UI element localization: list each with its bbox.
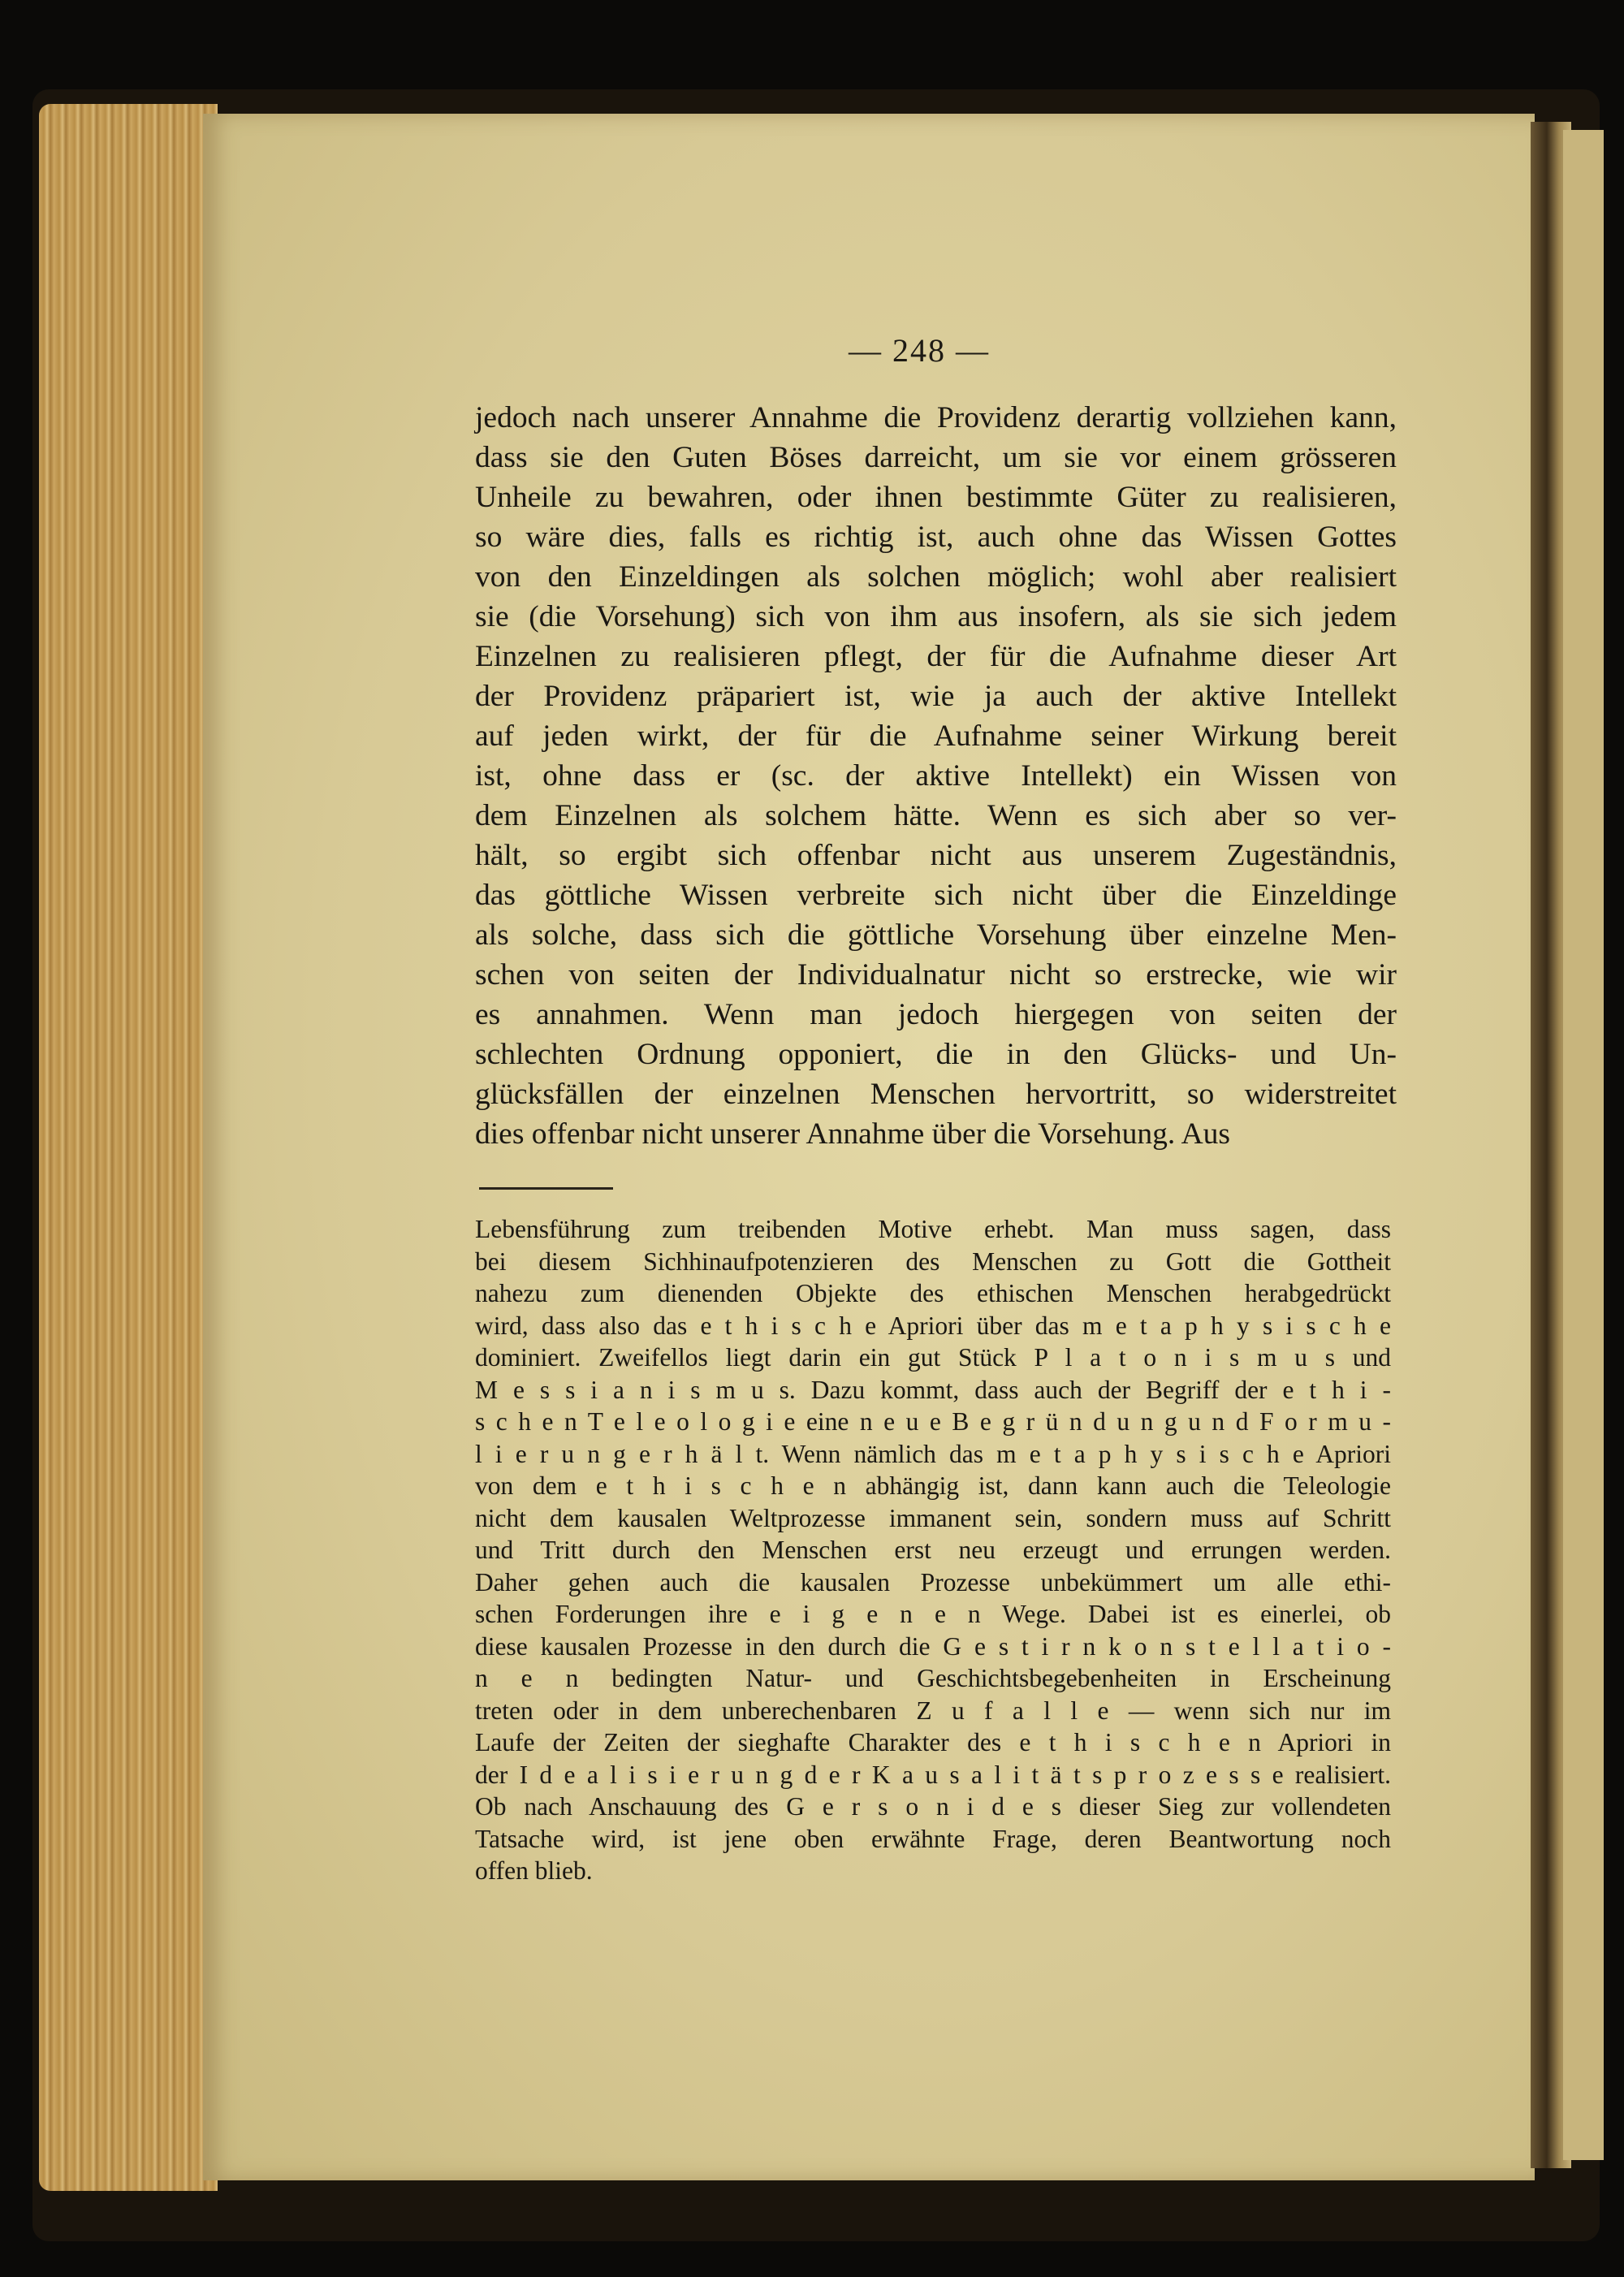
text-line: ist, ohne dass er (sc. der aktive Intellekt) ein Wissen von xyxy=(475,759,1397,793)
footnote-line: schen Forderungen ihre e i g e n e n Wege. Dabei ist es einerlei, ob xyxy=(475,1600,1391,1628)
footnote-line: diese kausalen Prozesse in den durch die G e s t i r n k o n s t e l l a t i o - xyxy=(475,1631,1391,1661)
footnote-line: nicht dem kausalen Weltprozesse immanent sein, sondern muss auf Schritt xyxy=(475,1503,1391,1532)
text-line: als solche, dass sich die göttliche Vorsehung über einzelne Men- xyxy=(475,918,1397,952)
text-line: auf jeden wirkt, der für die Aufnahme seiner Wirkung bereit xyxy=(475,719,1397,753)
footnote-line: von dem e t h i s c h e n abhängig ist, dann kann auch die Teleologie xyxy=(475,1471,1391,1500)
text-line: sie (die Vorsehung) sich von ihm aus insofern, als sie sich jedem xyxy=(475,600,1397,633)
page-edges-stack xyxy=(39,104,218,2191)
text-line: glücksfällen der einzelnen Menschen hervortritt, so widerstreitet xyxy=(475,1078,1397,1111)
text-line: der Providenz präpariert ist, wie ja auch der aktive Intellekt xyxy=(475,680,1397,713)
footnote-line: treten oder in dem unberechenbaren Z u f a l l e — wenn sich nur im xyxy=(475,1696,1391,1725)
footnote-line: wird, dass also das e t h i s c h e Apriori über das m e t a p h y s i s c h e xyxy=(475,1311,1391,1340)
footnote-line: s c h e n T e l e o l o g i e eine n e u e B e g r ü n d u n g u n d F o r m u - xyxy=(475,1407,1391,1436)
text-line: es annahmen. Wenn man jedoch hiergegen von seiten der xyxy=(475,998,1397,1031)
footnote-block xyxy=(475,1213,1391,1887)
text-line: jedoch nach unserer Annahme die Providenz derartig vollziehen kann, xyxy=(475,401,1397,434)
footnote-line: l i e r u n g e r h ä l t. Wenn nämlich das m e t a p h y s i s c h e Apriori xyxy=(475,1439,1391,1468)
text-line: das göttliche Wissen verbreite sich nicht über die Einzeldinge xyxy=(475,879,1397,912)
text-line: so wäre dies, falls es richtig ist, auch ohne das Wissen Gottes xyxy=(475,521,1397,554)
footnote-separator xyxy=(479,1187,613,1190)
footnote-line: Daher gehen auch die kausalen Prozesse unbekümmert um alle ethi- xyxy=(475,1567,1391,1596)
footnote-line: bei diesem Sichhinaufpotenzieren des Menschen zu Gott die Gottheit xyxy=(475,1247,1391,1276)
footnote-line: offen blieb. xyxy=(475,1856,593,1885)
text-line: dem Einzelnen als solchem hätte. Wenn es sich aber so ver- xyxy=(475,799,1397,832)
text-line: schen von seiten der Individualnatur nicht so erstrecke, wie wir xyxy=(475,958,1397,992)
text-line: schlechten Ordnung opponiert, die in den Glücks- und Un- xyxy=(475,1038,1397,1071)
footnote-line: Lebensführung zum treibenden Motive erhebt. Man muss sagen, dass xyxy=(475,1215,1391,1243)
text-line: Unheile zu bewahren, oder ihnen bestimmte Güter zu realisieren, xyxy=(475,481,1397,514)
footnote-line: nahezu zum dienenden Objekte des ethischen Menschen herabgedrückt xyxy=(475,1279,1391,1307)
page-number: — 248 — xyxy=(849,332,990,369)
footnote-line: Tatsache wird, ist jene oben erwähnte Frage, deren Beantwortung noch xyxy=(475,1824,1391,1853)
footnote-line: dominiert. Zweifellos liegt darin ein gut Stück P l a t o n i s m u s und xyxy=(475,1343,1391,1372)
main-text-block xyxy=(475,398,1397,1154)
footnote-line: n e n bedingten Natur- und Geschichtsbegebenheiten in Erscheinung xyxy=(475,1664,1391,1692)
facing-page-edge xyxy=(1563,130,1604,2160)
text-line: Einzelnen zu realisieren pflegt, der für die Aufnahme dieser Art xyxy=(475,640,1397,673)
footnote-line: und Tritt durch den Menschen erst neu erzeugt und errungen werden. xyxy=(475,1536,1391,1564)
text-line: von den Einzeldingen als solchen möglich; wohl aber realisiert xyxy=(475,560,1397,594)
text-line: dies offenbar nicht unserer Annahme über die Vorsehung. Aus xyxy=(475,1117,1231,1151)
footnote-line: der I d e a l i s i e r u n g d e r K a u s a l i t ä t s p r o z e s s e realisiert. xyxy=(475,1760,1391,1789)
text-line: dass sie den Guten Böses darreicht, um sie vor einem grösseren xyxy=(475,441,1397,474)
footnote-line: Laufe der Zeiten der sieghafte Charakter des e t h i s c h e n Apriori in xyxy=(475,1728,1391,1756)
footnote-line: M e s s i a n i s m u s. Dazu kommt, dass auch der Begriff der e t h i - xyxy=(475,1375,1391,1404)
text-line: hält, so ergibt sich offenbar nicht aus unserem Zugeständnis, xyxy=(475,839,1397,872)
footnote-line: Ob nach Anschauung des G e r s o n i d e s dieser Sieg zur vollendeten xyxy=(475,1792,1391,1821)
